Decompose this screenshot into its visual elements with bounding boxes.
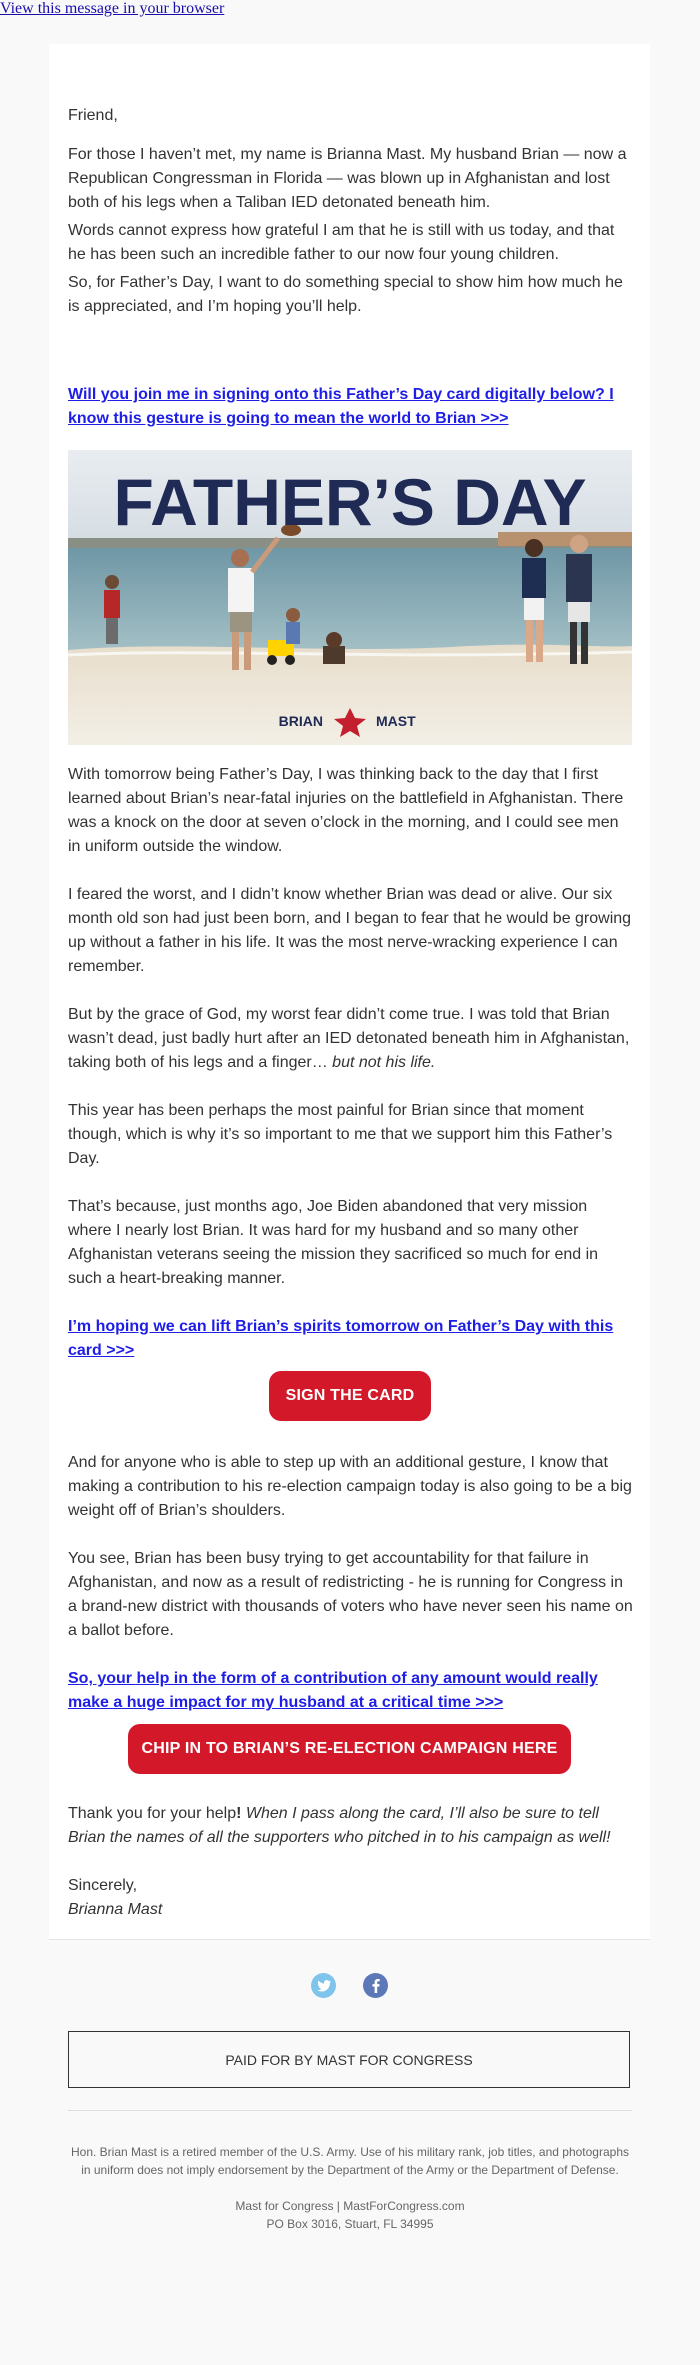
hero-headline: FATHER’S DAY bbox=[113, 465, 587, 539]
sign-card-link[interactable]: Will you join me in signing onto this Father’s Day card digitally below? I know this gesture is going to mean the world to Brian >>> bbox=[68, 386, 614, 427]
footer-org-line: Mast for Congress | MastForCongress.com bbox=[235, 2199, 465, 2213]
hero-logo-right: MAST bbox=[376, 713, 416, 729]
signature: Brianna Mast bbox=[68, 1901, 163, 1918]
thanks-italic: When I pass along the card, I’ll also be sure to tell Brian the names of all the supporters who pitched in to his campaign as well! bbox=[68, 1805, 611, 1846]
footer-divider bbox=[68, 2110, 632, 2111]
signoff: Sincerely, bbox=[68, 1877, 138, 1894]
footer-address-line: PO Box 3016, Stuart, FL 34995 bbox=[266, 2217, 434, 2231]
fathers-day-hero-image[interactable] bbox=[68, 450, 632, 745]
facebook-icon[interactable] bbox=[363, 1973, 388, 1998]
paragraph-contribution: And for anyone who is able to step up with an additional gesture, I know that making a contribution to his re-election campaign today is also going to be a big weight off of Brian’s shoulders. bbox=[68, 1454, 632, 1519]
paragraph-fathers-day: So, for Father’s Day, I want to do something special to show him how much he is appreciated, and I’m hoping you’ll help. bbox=[68, 274, 623, 315]
thanks-text: Thank you for your help bbox=[68, 1805, 237, 1822]
twitter-icon[interactable] bbox=[311, 1973, 336, 1998]
paragraph-redistricting: You see, Brian has been busy trying to get accountability for that failure in Afghanistan, and now as a result of redistricting - he is running for Congress in a brand-new district with thousands of voters who have never seen his name on a ballot before. bbox=[68, 1550, 633, 1639]
paid-for-text: PAID FOR BY MAST FOR CONGRESS bbox=[225, 2051, 473, 2068]
paragraph-grace bbox=[68, 1003, 633, 1075]
paragraph-thanks bbox=[68, 1802, 633, 1850]
paragraph-painful-year: This year has been perhaps the most painful for Brian since that moment though, which is why it’s so important to me that we support him this Father’s Day. bbox=[68, 1102, 613, 1167]
paragraph-biden: That’s because, just months ago, Joe Biden abandoned that very mission where I nearly lost Brian. It was hard for my husband and so many other Afghanistan veterans seeing the mission they sacrificed so much for end in such a heart-breaking manner. bbox=[68, 1198, 599, 1287]
paragraph-grateful: Words cannot express how grateful I am that he is still with us today, and that he has been such an incredible father to our now four young children. bbox=[68, 222, 615, 263]
lift-spirits-link[interactable]: I’m hoping we can lift Brian’s spirits tomorrow on Father’s Day with this card >>> bbox=[68, 1318, 614, 1359]
view-in-browser-link[interactable]: View this message in your browser bbox=[0, 0, 225, 17]
email-card bbox=[49, 44, 650, 1940]
grace-text: But by the grace of God, my worst fear didn’t come true. I was told that Brian wasn’t dead, just badly hurt after an IED detonated beneath him in Afghanistan, taking both of his legs and a finger… bbox=[68, 1006, 630, 1071]
greeting: Friend, bbox=[68, 107, 118, 124]
paid-for-box bbox=[68, 2031, 630, 2088]
thanks-bang: ! bbox=[236, 1805, 242, 1822]
sign-card-button[interactable]: SIGN THE CARD bbox=[269, 1371, 431, 1421]
contribution-link[interactable]: So, your help in the form of a contribution of any amount would really make a huge impact for my husband at a critical time >>> bbox=[68, 1670, 598, 1711]
hero-logo-left: BRIAN bbox=[278, 713, 323, 729]
paragraph-intro: For those I haven’t met, my name is Brianna Mast. My husband Brian — now a Republican Congressman in Florida — was blown up in Afghanistan and lost both of his legs when a Taliban IED detonated beneath him. bbox=[68, 146, 627, 211]
paragraph-memory: With tomorrow being Father’s Day, I was thinking back to the day that I first learned about Brian’s near-fatal injuries on the battlefield in Afghanistan. There was a knock on the door at seven o’clock in the morning, and I could see men in uniform outside the window. bbox=[68, 766, 624, 855]
chip-in-button[interactable]: CHIP IN TO BRIAN’S RE-ELECTION CAMPAIGN HERE bbox=[128, 1724, 571, 1774]
military-disclaimer: Hon. Brian Mast is a retired member of the U.S. Army. Use of his military rank, job titles, and photographs in uniform does not imply endorsement by the Department of the Army or the Department of Defense. bbox=[70, 2145, 629, 2177]
social-icons bbox=[0, 1973, 700, 1999]
paragraph-fear: I feared the worst, and I didn’t know whether Brian was dead or alive. Our six month old son had just been born, and I began to fear that he would be growing up without a father in his life. It was the most nerve-wracking experience I can remember. bbox=[68, 886, 632, 975]
grace-italic: but not his life. bbox=[332, 1054, 436, 1071]
